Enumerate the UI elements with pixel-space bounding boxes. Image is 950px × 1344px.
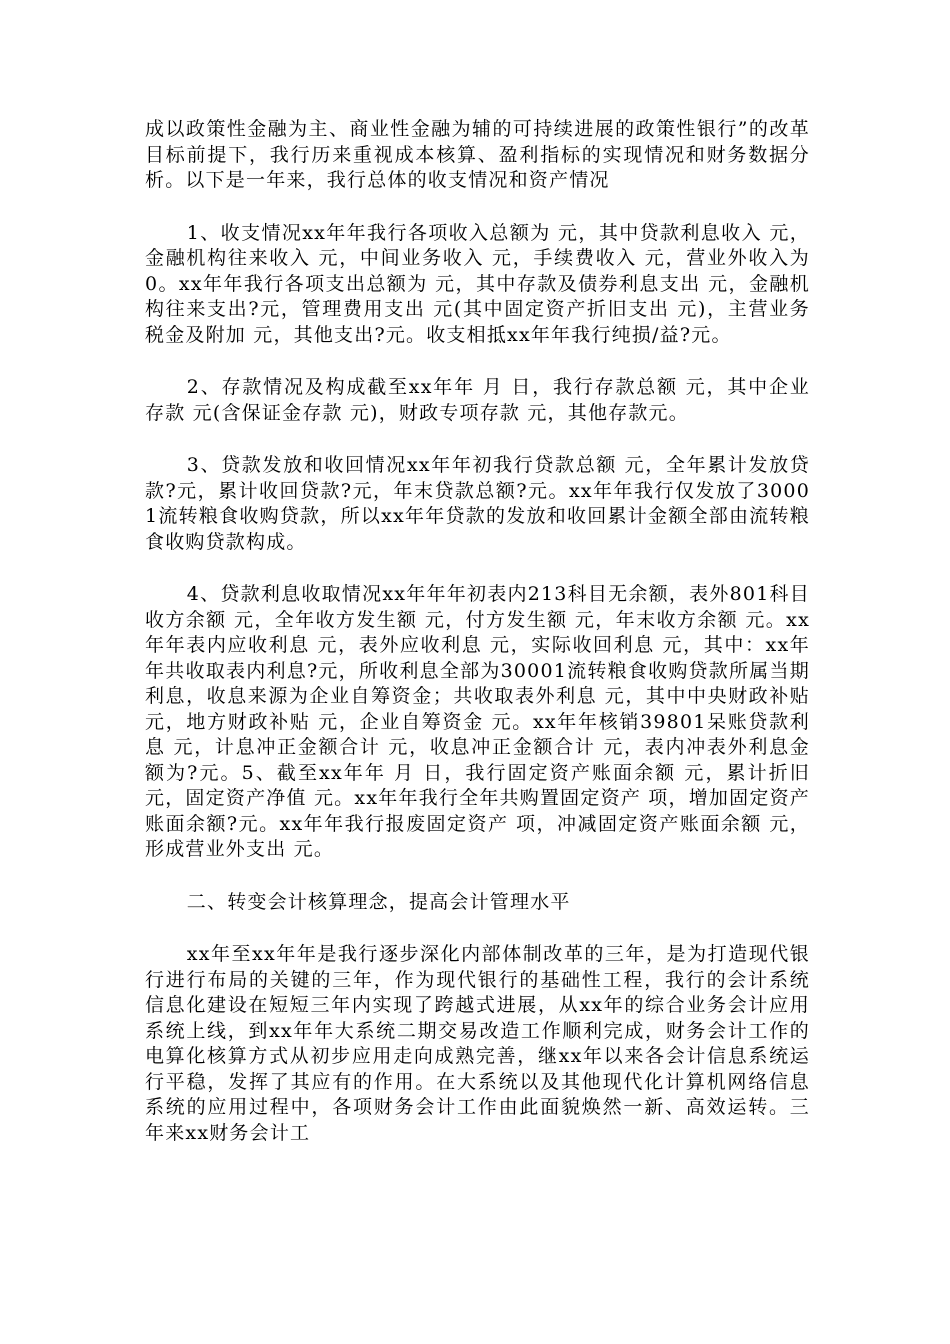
section-heading: 二、转变会计核算理念，提高会计管理水平 [186,890,571,913]
deposit-paragraph: 2、存款情况及构成截至xx年年 月 日，我行存款总额 元，其中企业存款 元(含保证金存款 元)，财政专项存款 元，其他存款元。 [145,376,810,424]
loan-paragraph: 3、贷款发放和收回情况xx年年初我行贷款总额 元，全年累计发放贷款?元，累计收回贷款?元，年末贷款总额?元。xx年年我行仅发放了30001流转粮食收购贷款，所以xx年年贷款的发放和收回累计金额全部由流转粮食收购贷款构成。 [145,454,810,553]
intro-paragraph: 成以政策性金融为主、商业性金融为辅的可持续进展的政策性银行”的改革目标前提下，我行历来重视成本核算、盈利指标的实现情况和财务数据分析。以下是一年来，我行总体的收支情况和资产情况 [145,118,810,191]
document-body [145,117,810,1173]
interest-paragraph: 4、贷款利息收取情况xx年年年初表内213科目无余额，表外801科目收方余额 元，全年收方发生额 元，付方发生额 元，年末收方余额 元。xx年年表内应收利息 元，表外应收利息 元，实际收回利息 元，其中：xx年年共收取表内利息?元，所收利息全部为30001流转粮食收购贷款所属当期利息，收息来源为企业自筹资金；共收取表外利息 元，其中中央财政补贴 元，地方财政补贴 元，企业自筹资金 元。xx年年核销39801呆账贷款利息 元，计息冲正金额合计 元，收息冲正金额合计 元，表内冲表外利息金额为?元。5、截至xx年年 月 日，我行固定资产账面余额 元，累计折旧 元，固定资产净值 元。xx年年我行全年共购置固定资产 项，增加固定资产账面余额?元。xx年年我行报废固定资产 项，冲减固定资产账面余额 元，形成营业外支出 元。 [145,583,810,860]
income-expense-paragraph: 1、收支情况xx年年我行各项收入总额为 元，其中贷款利息收入 元，金融机构往来收入 元，中间业务收入 元，手续费收入 元，营业外收入为0。xx年年我行各项支出总额为 元，其中存款及债券利息支出 元，金融机构往来支出?元，管理费用支出 元(其中固定资产折旧支出 元)，主营业务税金及附加 元，其他支出?元。收支相抵xx年年我行纯损/益?元。 [145,221,810,346]
accounting-paragraph: xx年至xx年年是我行逐步深化内部体制改革的三年，是为打造现代银行进行布局的关键的三年，作为现代银行的基础性工程，我行的会计系统信息化建设在短短三年内实现了跨越式进展，从xx年的综合业务会计应用系统上线，到xx年年大系统二期交易改造工作顺利完成，财务会计工作的电算化核算方式从初步应用走向成熟完善，继xx年以来各会计信息系统运行平稳，发挥了其应有的作用。在大系统以及其他现代化计算机网络信息系统的应用过程中，各项财务会计工作由此面貌焕然一新、高效运转。三年来xx财务会计工 [145,943,810,1144]
